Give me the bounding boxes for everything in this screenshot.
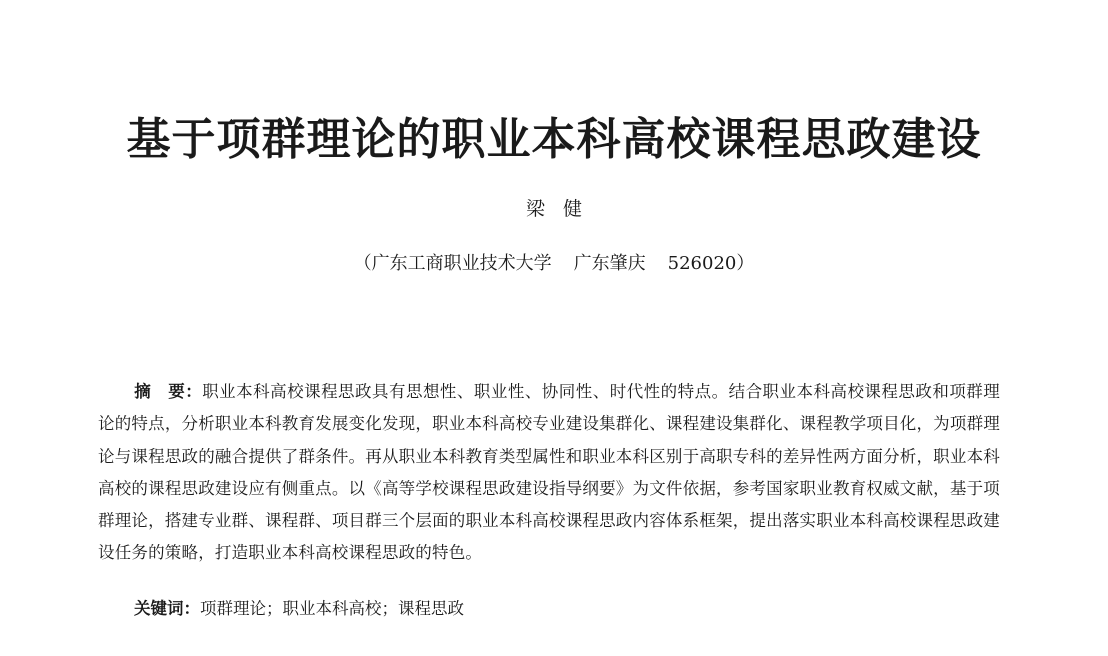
paper-title: 基于项群理论的职业本科高校课程思政建设	[126, 114, 982, 165]
keywords-label: 关键词：	[134, 599, 200, 618]
author-name: 梁健	[525, 198, 600, 220]
affiliation-close-paren: ）	[736, 253, 755, 274]
affiliation-open-paren: （	[353, 253, 372, 274]
affiliation-postcode: 526020	[667, 253, 737, 274]
keywords-text: 项群理论；职业本科高校；课程思政	[200, 599, 464, 618]
abstract-text: 职业本科高校课程思政具有思想性、职业性、协同性、时代性的特点。结合职业本科高校课程思政和项群理论的特点，分析职业本科教育发展变化发现，职业本科高校专业建设集群化、课程建设集群化、课程教学项目化，为项群理论与课程思政的融合提供了群条件。再从职业本科教育类型属性和职业本科区别于高职专科的差异性两方面分析，职业本科高校的课程思政建设应有侧重点。以《高等学校课程思政建设指导纲要》为文件依据，参考国家职业教育权威文献，基于项群理论，搭建专业群、课程群、项目群三个层面的职业本科高校课程思政内容体系框架，提出落实职业本科高校课程思政建设任务的策略，打造职业本科高校课程思政的特色。	[98, 382, 1000, 563]
author-affiliation	[0, 250, 1108, 278]
abstract-label: 摘 要：	[134, 382, 203, 401]
affiliation-institution: 广东工商职业技术大学	[371, 253, 552, 274]
affiliation-city: 广东肇庆	[573, 253, 646, 274]
keywords-line	[134, 594, 1000, 624]
abstract-paragraph	[98, 376, 1000, 570]
